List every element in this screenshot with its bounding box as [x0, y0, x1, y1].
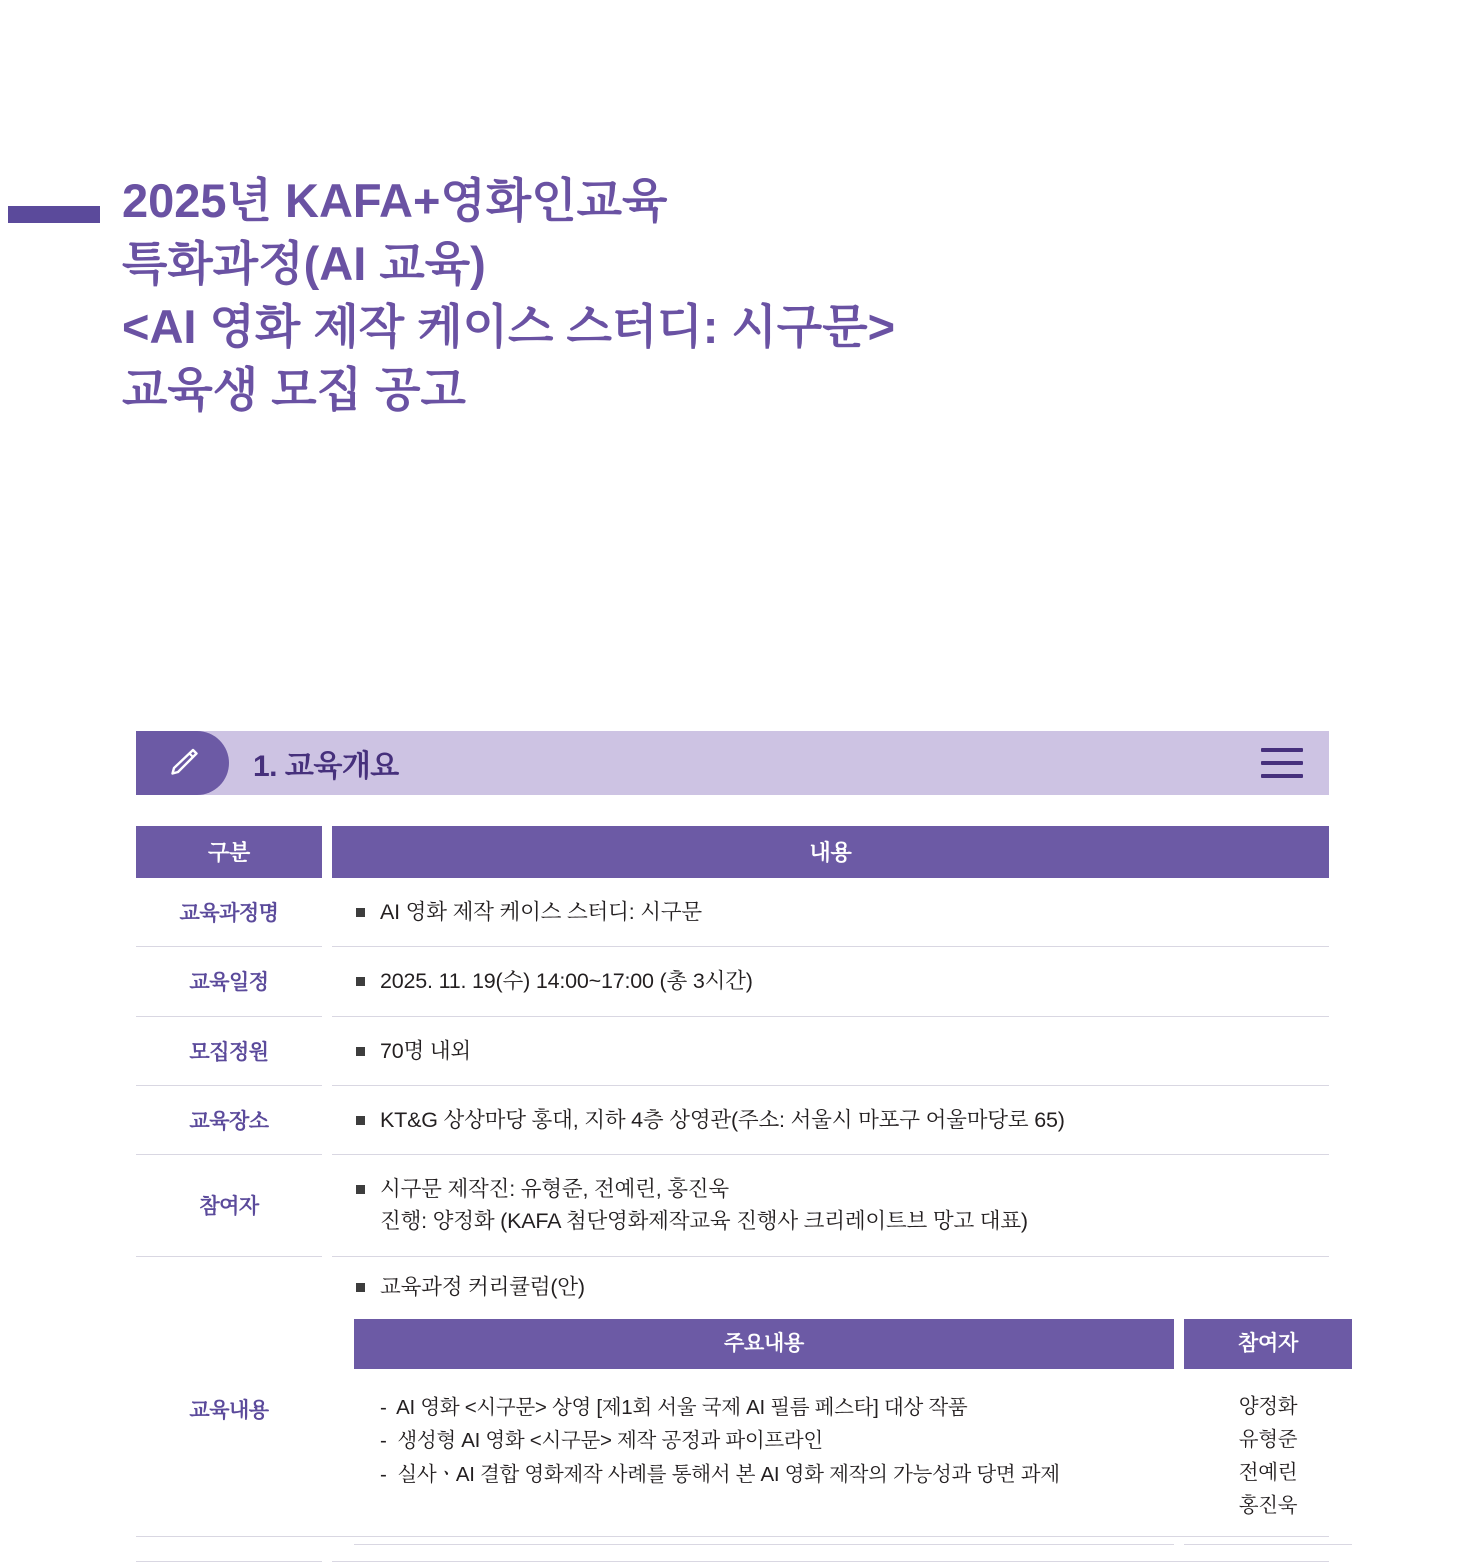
table-row: [136, 1155, 1329, 1257]
table-row: [136, 947, 1329, 1016]
title-line-4: 교육생 모집 공고: [122, 362, 466, 416]
bullet-line: AI 영화 제작 케이스 스터디: 시구문: [354, 896, 1321, 928]
column-header-gubun: 구분: [136, 826, 322, 878]
participant-name: 전예린: [1238, 1460, 1298, 1484]
section-badge: [136, 731, 229, 795]
row-label-schedule: 교육일정: [136, 947, 322, 1016]
table-row: [136, 1085, 1329, 1154]
table-row: [136, 878, 1329, 947]
section-header-education-overview: [136, 731, 1329, 795]
bottom-divider: [136, 1536, 1329, 1537]
curriculum-header-row: [354, 1319, 1352, 1370]
curriculum-column-gap: [1174, 1319, 1184, 1370]
row-content-course-name: [332, 878, 1329, 947]
participant-name: 홍진욱: [1238, 1493, 1298, 1517]
hamburger-icon[interactable]: [1261, 748, 1303, 778]
participant-name: 유형준: [1238, 1428, 1298, 1452]
curriculum-item: - 생성형 AI 영화 <시구문> 제작 공정과 파이프라인: [380, 1429, 823, 1453]
bullet-line: 2025. 11. 19(수) 14:00~17:00 (총 3시간): [354, 965, 1321, 997]
table-row: [136, 1016, 1329, 1085]
curriculum-main-content: [354, 1369, 1174, 1545]
section-title: 1. 교육개요: [253, 750, 399, 783]
table-header-row: [136, 826, 1329, 878]
row-label-course-name: 교육과정명: [136, 878, 322, 947]
title-line-1: 2025년 KAFA+영화인교육: [122, 174, 668, 227]
curriculum-column-header-participants: 참여자: [1184, 1319, 1352, 1370]
row-content-schedule: [332, 947, 1329, 1016]
title-line-3: <AI 영화 제작 케이스 스터디: 시구문>: [122, 299, 896, 353]
participant-name: 양정화: [1238, 1395, 1298, 1419]
row-content-participants: [332, 1155, 1329, 1257]
curriculum-item: - AI 영화 <시구문> 상영 [제1회 서울 국제 AI 필름 페스타] 대상 작품: [380, 1396, 968, 1420]
row-label-venue: 교육장소: [136, 1085, 322, 1154]
curriculum-column-header-main: 주요내용: [354, 1319, 1174, 1370]
column-header-naeyong: 내용: [332, 826, 1329, 878]
row-content-curriculum: [332, 1256, 1329, 1562]
row-label-capacity: 모집정원: [136, 1016, 322, 1085]
table-row-curriculum: [136, 1256, 1329, 1562]
title-line-2: 특화과정(AI 교육): [122, 236, 486, 290]
bullet-line: 시구문 제작진: 유형준, 전예린, 홍진욱: [354, 1173, 1321, 1205]
column-gap: [322, 826, 332, 878]
sub-line: 진행: 양정화 (KAFA 첨단영화제작교육 진행사 크리레이트브 망고 대표): [380, 1209, 1028, 1234]
title-lines: [122, 170, 1322, 422]
bullet-line: 70명 내외: [354, 1035, 1321, 1067]
curriculum-participants: [1184, 1369, 1352, 1545]
pencil-icon: [163, 743, 203, 783]
row-content-capacity: [332, 1016, 1329, 1085]
curriculum-intro: 교육과정 커리큘럼(안): [354, 1271, 1321, 1303]
row-label-participants: 참여자: [136, 1155, 322, 1257]
row-content-venue: [332, 1085, 1329, 1154]
bullet-line: KT&G 상상마당 홍대, 지하 4층 상영관(주소: 서울시 마포구 어울마당로 65): [354, 1104, 1321, 1136]
curriculum-table: [354, 1319, 1352, 1546]
row-label-curriculum: 교육내용: [136, 1256, 322, 1562]
title-dash-decoration: [8, 206, 100, 223]
education-overview-table: [136, 826, 1329, 1562]
curriculum-item: - 실사ㆍAI 결합 영화제작 사례를 통해서 본 AI 영화 제작의 가능성과 당면 과제: [380, 1462, 1060, 1486]
curriculum-row: [354, 1369, 1352, 1545]
